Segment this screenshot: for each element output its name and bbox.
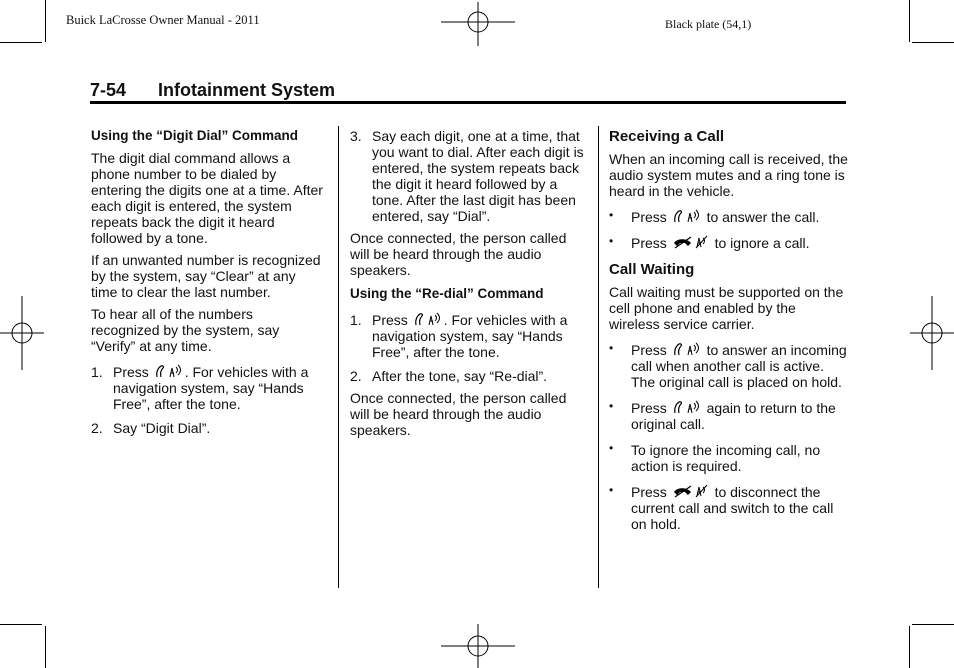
bullet-text: Press bbox=[631, 235, 667, 251]
step-item bbox=[91, 364, 323, 412]
push-to-talk-icon bbox=[672, 400, 702, 415]
bullet-text: Press bbox=[631, 484, 667, 500]
bullet-text: Press bbox=[631, 209, 667, 225]
crop-mark bbox=[45, 626, 46, 668]
bullet-text: to disconnect the current call and switch to the call on hold. bbox=[631, 484, 834, 532]
crop-mark bbox=[909, 626, 910, 668]
crop-mark bbox=[45, 0, 46, 42]
bullet-item bbox=[609, 209, 849, 225]
paragraph: Call waiting must be supported on the cell phone and enabled by the wireless service carrier. bbox=[609, 284, 844, 332]
step-number: 2. bbox=[350, 368, 362, 384]
bullet-item bbox=[609, 400, 849, 432]
step-text: . For vehicles with a navigation system, say “Hands Free”, after the tone. bbox=[113, 364, 309, 412]
column-2 bbox=[350, 128, 586, 444]
registration-mark bbox=[0, 296, 44, 370]
paragraph: Once connected, the person called will be heard through the audio speakers. bbox=[350, 230, 567, 278]
bullet-text: Press bbox=[631, 342, 667, 358]
bullet: • bbox=[609, 208, 614, 222]
push-to-talk-icon bbox=[413, 312, 443, 327]
bullet-text: Press bbox=[631, 400, 667, 416]
bullet-item bbox=[609, 442, 849, 474]
paragraph: Once connected, the person called will be heard through the audio speakers. bbox=[350, 390, 567, 438]
section-title: Infotainment System bbox=[158, 80, 336, 100]
step-item bbox=[350, 312, 586, 360]
registration-mark bbox=[441, 2, 515, 46]
bullet: • bbox=[609, 441, 614, 455]
push-to-talk-icon bbox=[154, 364, 184, 379]
push-to-talk-icon bbox=[672, 209, 702, 224]
step-item bbox=[91, 420, 323, 436]
bullet: • bbox=[609, 399, 614, 413]
column-divider bbox=[598, 126, 599, 588]
bullet: • bbox=[609, 234, 614, 248]
step-text: After the tone, say “Re-dial”. bbox=[372, 368, 548, 384]
bullet-text: To ignore the incoming call, no action is required. bbox=[631, 442, 821, 474]
bullet-text: to answer an incoming call when another call is active. The original call is placed on hold. bbox=[631, 342, 847, 390]
bullet-text: to ignore a call. bbox=[714, 235, 810, 251]
step-text: Say each digit, one at a time, that you want to dial. After each digit is entered, the system repeats back the digit it heard followed by a tone. After the last digit has been entered, say “Dial”. bbox=[372, 128, 584, 224]
receiving-call-heading: Receiving a Call bbox=[609, 128, 725, 145]
step-number: 1. bbox=[350, 312, 362, 328]
title-rule bbox=[90, 101, 846, 104]
step-text: Press bbox=[113, 364, 149, 380]
step-number: 2. bbox=[91, 420, 103, 436]
paragraph: If an unwanted number is recognized by the system, say “Clear” at any time to clear the last number. bbox=[91, 252, 321, 300]
crop-mark bbox=[912, 42, 954, 43]
push-to-talk-icon bbox=[672, 342, 702, 357]
end-call-icon bbox=[672, 484, 710, 499]
registration-mark bbox=[910, 296, 954, 370]
column-1 bbox=[91, 128, 323, 442]
registration-mark bbox=[441, 624, 515, 668]
column-3 bbox=[609, 128, 849, 542]
step-text: Say “Digit Dial”. bbox=[113, 420, 211, 436]
call-waiting-heading: Call Waiting bbox=[609, 261, 695, 278]
redial-heading: Using the “Re-dial” Command bbox=[350, 286, 544, 301]
paragraph: To hear all of the numbers recognized by the system, say “Verify” at any time. bbox=[91, 306, 280, 354]
crop-mark bbox=[909, 0, 910, 42]
column-divider bbox=[338, 126, 339, 588]
bullet-text: again to return to the original call. bbox=[631, 400, 836, 432]
step-number: 3. bbox=[350, 128, 362, 144]
digit-dial-heading: Using the “Digit Dial” Command bbox=[91, 128, 299, 143]
step-item bbox=[350, 368, 586, 384]
bullet-text: to answer the call. bbox=[706, 209, 820, 225]
paragraph: The digit dial command allows a phone number to be dialed by entering the digits one at a time. After each digit is entered, the system repeats back the digit it heard followed by a tone. bbox=[91, 150, 323, 246]
bullet: • bbox=[609, 341, 614, 355]
bullet-item bbox=[609, 484, 849, 532]
plate-label: Black plate (54,1) bbox=[665, 17, 752, 31]
crop-mark bbox=[0, 624, 42, 625]
step-item bbox=[350, 128, 586, 224]
step-number: 1. bbox=[91, 364, 103, 380]
end-call-icon bbox=[672, 235, 710, 250]
bullet-item bbox=[609, 342, 849, 390]
manual-title: Buick LaCrosse Owner Manual - 2011 bbox=[66, 13, 260, 27]
step-text: . For vehicles with a navigation system, say “Hands Free”, after the tone. bbox=[372, 312, 568, 360]
section-number: 7-54 bbox=[90, 80, 127, 100]
crop-mark bbox=[912, 624, 954, 625]
bullet: • bbox=[609, 483, 614, 497]
step-text: Press bbox=[372, 312, 408, 328]
paragraph: When an incoming call is received, the audio system mutes and a ring tone is heard in the vehicle. bbox=[609, 151, 848, 199]
crop-mark bbox=[0, 42, 42, 43]
bullet-item bbox=[609, 235, 849, 251]
